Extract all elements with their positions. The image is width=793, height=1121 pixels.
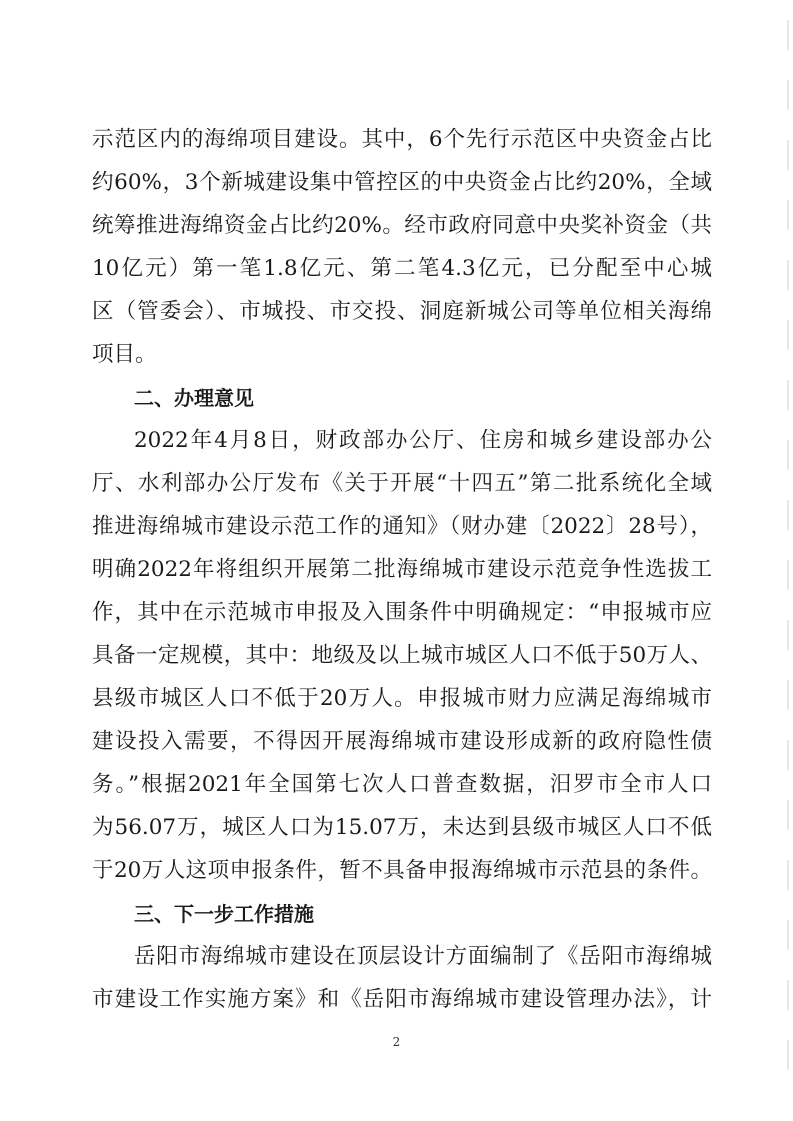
paragraph-line: 示范区内的海绵项目建设。其中，6个先行示范区中央资金占比 bbox=[92, 127, 712, 152]
paragraph-line: 10亿元）第一笔1.8亿元、第二笔4.3亿元，已分配至中心城 bbox=[92, 256, 712, 281]
paragraph-line: 建设投入需要，不得因开展海绵城市建设形成新的政府隐性债 bbox=[92, 729, 712, 754]
section-heading: 三、下一步工作措施 bbox=[134, 902, 314, 926]
paragraph-line: 县级市城区人口不低于20万人。申报城市财力应满足海绵城市 bbox=[92, 686, 712, 711]
paragraph-line: 具备一定规模，其中：地级及以上城市城区人口不低于50万人、 bbox=[92, 643, 712, 668]
paragraph-line: 统筹推进海绵资金占比约20%。经市政府同意中央奖补资金（共 bbox=[92, 213, 712, 238]
paragraph-line: 务。”根据2021年全国第七次人口普查数据，汨罗市全市人口 bbox=[92, 772, 712, 797]
paragraph-line: 为56.07万，城区人口为15.07万，未达到县级市城区人口不低 bbox=[92, 815, 712, 840]
paragraph-line: 约60%，3个新城建设集中管控区的中央资金占比约20%，全域 bbox=[92, 170, 712, 195]
paragraph-line: 项目。 bbox=[92, 342, 157, 367]
paragraph-line: 明确2022年将组织开展第二批海绵城市建设示范竞争性选拔工 bbox=[92, 557, 712, 582]
paragraph-line: 推进海绵城市建设示范工作的通知》（财办建〔2022〕28号）， bbox=[92, 514, 712, 539]
paragraph-line: 岳阳市海绵城市建设在顶层设计方面编制了《岳阳市海绵城 bbox=[134, 944, 712, 969]
scan-edge-mark bbox=[787, 20, 789, 1100]
paragraph-line: 于20万人这项申报条件，暂不具备申报海绵城市示范县的条件。 bbox=[92, 858, 712, 883]
paragraph-line: 2022年4月8日，财政部办公厅、住房和城乡建设部办公 bbox=[134, 428, 712, 453]
paragraph-line: 市建设工作实施方案》和《岳阳市海绵城市建设管理办法》，计 bbox=[92, 987, 712, 1012]
page-number: 2 bbox=[392, 1035, 401, 1049]
paragraph-line: 作，其中在示范城市申报及入围条件中明确规定：“申报城市应 bbox=[92, 600, 712, 625]
section-heading: 二、办理意见 bbox=[134, 386, 254, 410]
paragraph-line: 厅、水利部办公厅发布《关于开展“十四五”第二批系统化全域 bbox=[92, 471, 712, 496]
paragraph-line: 区（管委会）、市城投、市交投、洞庭新城公司等单位相关海绵 bbox=[92, 299, 712, 324]
